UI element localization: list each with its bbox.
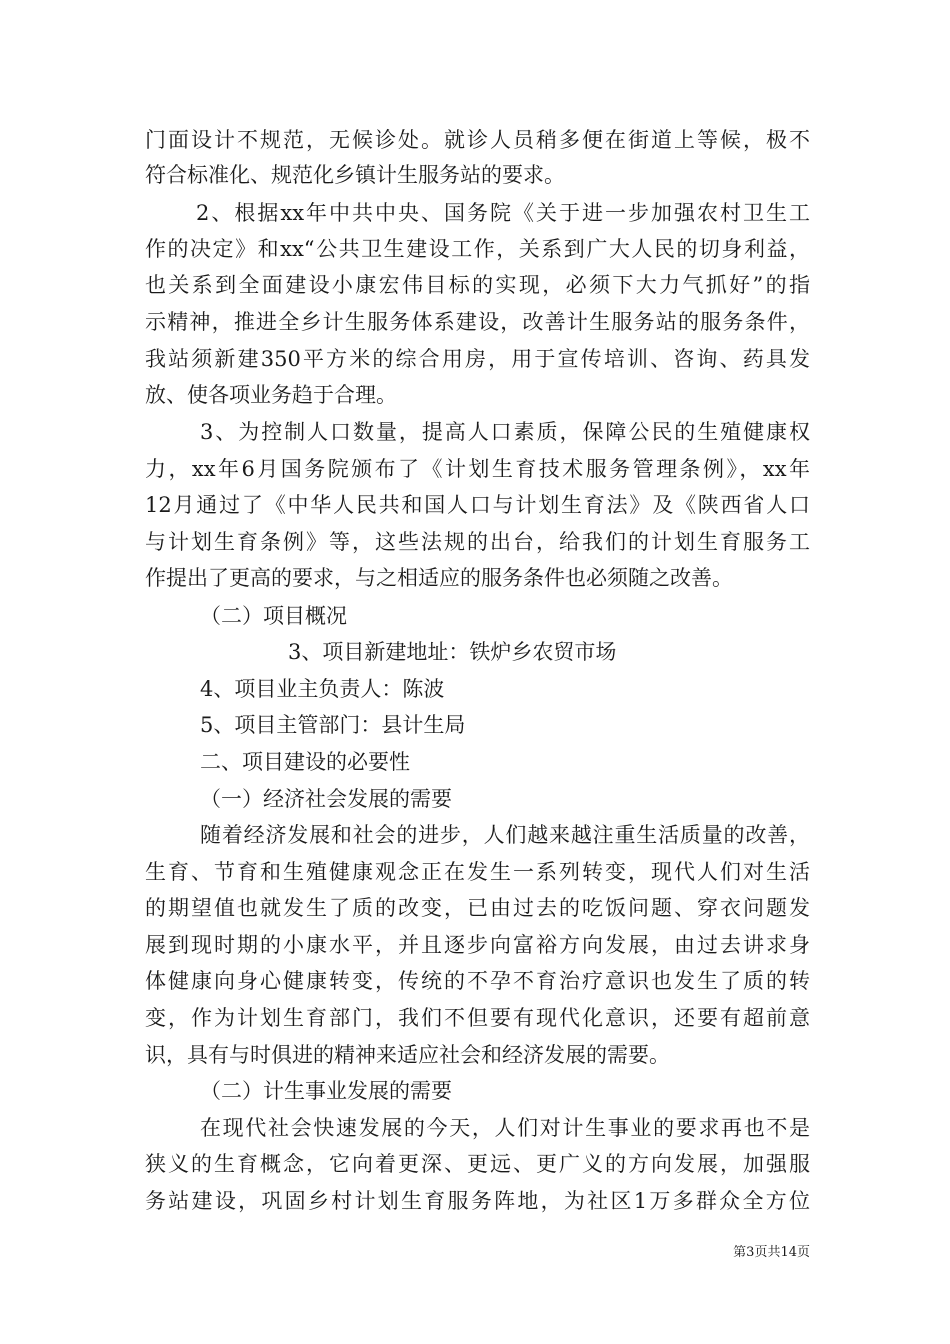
paragraph-line: 生育、节育和生殖健康观念正在发生一系列转变，现代人们对生活 (145, 860, 810, 884)
paragraph-line: 12月通过了《中华人民共和国人口与计划生育法》及《陕西省人口 (145, 493, 810, 517)
paragraph-line: 门面设计不规范，无候诊处。就诊人员稍多便在街道上等候，极不 (145, 128, 810, 152)
paragraph-line: 与计划生育条例》等，这些法规的出台，给我们的计划生育服务工 (145, 530, 810, 554)
paragraph-line: 狭义的生育概念，它向着更深、更远、更广义的方向发展，加强服 (145, 1152, 810, 1176)
project-department: 5、项目主管部门：县计生局 (200, 713, 466, 737)
paragraph-line: 变，作为计划生育部门，我们不但要有现代化意识，还要有超前意 (145, 1006, 810, 1030)
project-owner: 4、项目业主负责人：陈波 (200, 677, 445, 701)
section-heading: 二、项目建设的必要性 (200, 750, 410, 774)
subsection-heading: （二）计生事业发展的需要 (200, 1079, 452, 1103)
paragraph-line: 符合标准化、规范化乡镇计生服务站的要求。 (145, 163, 565, 187)
paragraph-line: 的期望值也就发生了质的改变，已由过去的吃饭问题、穿衣问题发 (145, 896, 810, 920)
subsection-heading: （一）经济社会发展的需要 (200, 787, 452, 811)
paragraph-line: 体健康向身心健康转变，传统的不孕不育治疗意识也发生了质的转 (145, 969, 810, 993)
paragraph-line: 识，具有与时俱进的精神来适应社会和经济发展的需要。 (145, 1043, 670, 1067)
section-heading: （二）项目概况 (200, 604, 347, 628)
paragraph-line: 也关系到全面建设小康宏伟目标的实现，必须下大力气抓好”的指 (145, 273, 810, 297)
paragraph-line: 务站建设，巩固乡村计划生育服务阵地，为社区1万多群众全方位 (145, 1189, 810, 1213)
project-address: 3、项目新建地址：铁炉乡农贸市场 (288, 640, 617, 664)
paragraph-line: 在现代社会快速发展的今天，人们对计生事业的要求再也不是 (200, 1116, 810, 1140)
paragraph-line: 我站须新建350平方米的综合用房，用于宣传培训、咨询、药具发 (145, 347, 810, 371)
paragraph-line: 作提出了更高的要求，与之相适应的服务条件也必须随之改善。 (145, 566, 733, 590)
page-number: 第3页共14页 (733, 1245, 810, 1260)
paragraph-line: 展到现时期的小康水平，并且逐步向富裕方向发展，由过去讲求身 (145, 933, 810, 957)
paragraph-line: 2、根据xx年中共中央、国务院《关于进一步加强农村卫生工 (196, 201, 810, 225)
paragraph-line: 示精神，推进全乡计生服务体系建设，改善计生服务站的服务条件， (145, 310, 810, 334)
paragraph-line: 作的决定》和xx“公共卫生建设工作，关系到广大人民的切身利益， (145, 237, 810, 261)
paragraph-line: 力，xx年6月国务院颁布了《计划生育技术服务管理条例》，xx年 (145, 457, 810, 481)
paragraph-line: 3、为控制人口数量，提高人口素质，保障公民的生殖健康权 (200, 420, 810, 444)
paragraph-line: 放、使各项业务趋于合理。 (145, 383, 397, 407)
paragraph-line: 随着经济发展和社会的进步，人们越来越注重生活质量的改善， (200, 823, 810, 847)
